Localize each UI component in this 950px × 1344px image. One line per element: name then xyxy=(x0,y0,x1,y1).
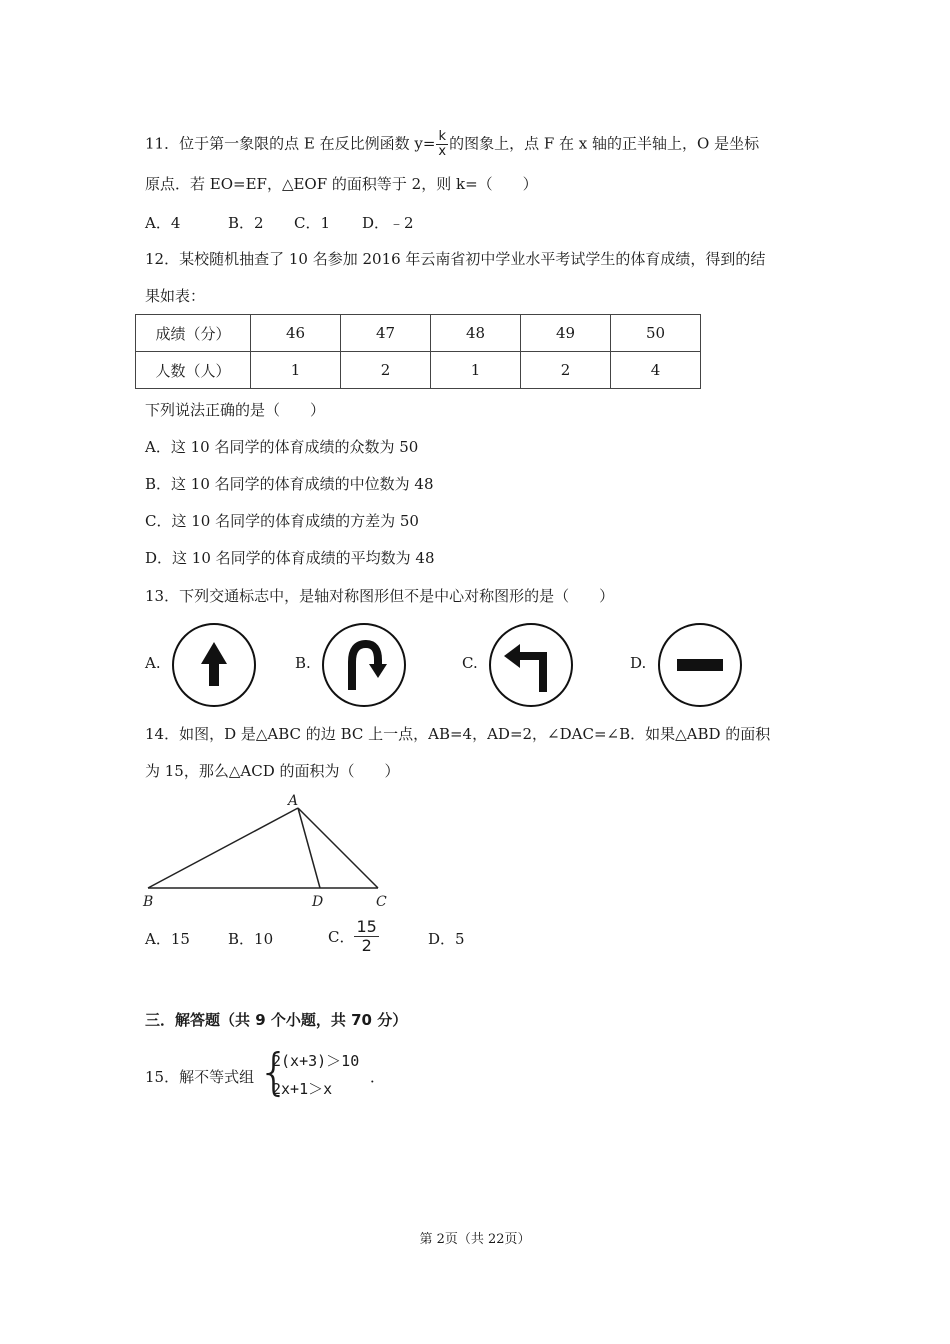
segment-ac xyxy=(298,808,378,888)
section-title: 三．解答题（共 9 个小题，共 70 分） xyxy=(145,1011,408,1029)
score-table xyxy=(135,314,701,389)
q14-option-c-fraction xyxy=(354,918,378,955)
q11-frac-den: x xyxy=(438,144,447,159)
q14-option-c xyxy=(328,918,379,955)
q12-line2: 果如表： xyxy=(145,287,206,305)
table-cell: 2 xyxy=(341,352,431,389)
q12-option-d: D．这 10 名同学的体育成绩的平均数为 48 xyxy=(145,549,435,567)
vertex-label-c: C xyxy=(376,894,387,910)
q12-line1: 12．某校随机抽查了 10 名参加 2016 年云南省初中学业水平考试学生的体育成绩，得到的结 xyxy=(145,250,766,268)
q15-prefix: 15．解不等式组 xyxy=(145,1068,255,1086)
vertex-label-d: D xyxy=(312,894,324,910)
table-row xyxy=(136,352,701,389)
table-cell: 1 xyxy=(431,352,521,389)
q11-option-a: A．4 xyxy=(145,214,181,232)
page-footer: 第 2页（共 22页） xyxy=(419,1232,531,1247)
inequality-system xyxy=(258,1043,378,1102)
q14-line1: 14．如图，D 是△ABC 的边 BC 上一点，AB=4，AD=2，∠DAC=∠B．如果△ABD 的面积 xyxy=(145,725,771,743)
table-cell: 1 xyxy=(251,352,341,389)
q12-option-a: A．这 10 名同学的体育成绩的众数为 50 xyxy=(145,438,419,456)
table-header-cell: 成绩（分） xyxy=(136,315,251,352)
segment-ab xyxy=(148,808,298,888)
vertex-label-a: A xyxy=(288,793,299,809)
arrow-up-sign-icon xyxy=(171,622,257,708)
table-cell: 50 xyxy=(611,315,701,352)
q14-option-c-prefix: C． xyxy=(328,928,355,946)
vertex-label-b: B xyxy=(143,894,154,910)
q14-c-den: 2 xyxy=(361,936,372,955)
left-turn-sign-icon xyxy=(488,622,574,708)
triangle-figure xyxy=(138,790,398,910)
table-header-cell: 人数（人） xyxy=(136,352,251,389)
q12-option-b: B．这 10 名同学的体育成绩的中位数为 48 xyxy=(145,475,434,493)
q13-label-c: C. xyxy=(462,654,478,672)
q14-line2: 为 15，那么△ACD 的面积为（ ） xyxy=(145,762,400,780)
table-cell: 49 xyxy=(521,315,611,352)
q11-fraction xyxy=(436,130,448,159)
q12-option-c: C．这 10 名同学的体育成绩的方差为 50 xyxy=(145,512,419,530)
q14-option-b: B．10 xyxy=(228,930,274,948)
no-entry-bar-sign-icon xyxy=(657,622,743,708)
q11-frac-num: k xyxy=(436,130,448,145)
u-turn-sign-icon xyxy=(321,622,407,708)
q11-text-a: 11．位于第一象限的点 E 在反比例函数 y= xyxy=(145,134,436,153)
table-cell: 46 xyxy=(251,315,341,352)
q14-c-num: 15 xyxy=(356,917,377,936)
q11-line1 xyxy=(145,130,759,159)
inequality-1: 2(x+3)＞10 xyxy=(272,1052,360,1070)
q13-line1: 13．下列交通标志中，是轴对称图形但不是中心对称图形的是（ ） xyxy=(145,587,615,605)
table-cell: 48 xyxy=(431,315,521,352)
inequality-2: 2x+1＞x xyxy=(272,1080,333,1098)
q11-text-b: 的图象上，点 F 在 x 轴的正半轴上，O 是坐标 xyxy=(449,134,760,153)
table-cell: 2 xyxy=(521,352,611,389)
left-brace-icon: { xyxy=(258,1043,290,1101)
table-row xyxy=(136,315,701,352)
q13-label-b: B. xyxy=(295,654,311,672)
q13-label-a: A. xyxy=(145,654,161,672)
q13-label-d: D. xyxy=(630,654,647,672)
q11-line2: 原点．若 EO=EF，△EOF 的面积等于 2，则 k=（ ） xyxy=(145,175,538,193)
q14-option-d: D．5 xyxy=(428,930,465,948)
q14-option-a: A．15 xyxy=(145,930,190,948)
q11-option-d: D．﹣2 xyxy=(362,214,414,232)
q11-option-b: B．2 xyxy=(228,214,264,232)
table-cell: 4 xyxy=(611,352,701,389)
q15-suffix: ． xyxy=(370,1068,386,1086)
table-cell: 47 xyxy=(341,315,431,352)
q12-prompt: 下列说法正确的是（ ） xyxy=(145,401,326,419)
q11-option-c: C．1 xyxy=(294,214,331,232)
